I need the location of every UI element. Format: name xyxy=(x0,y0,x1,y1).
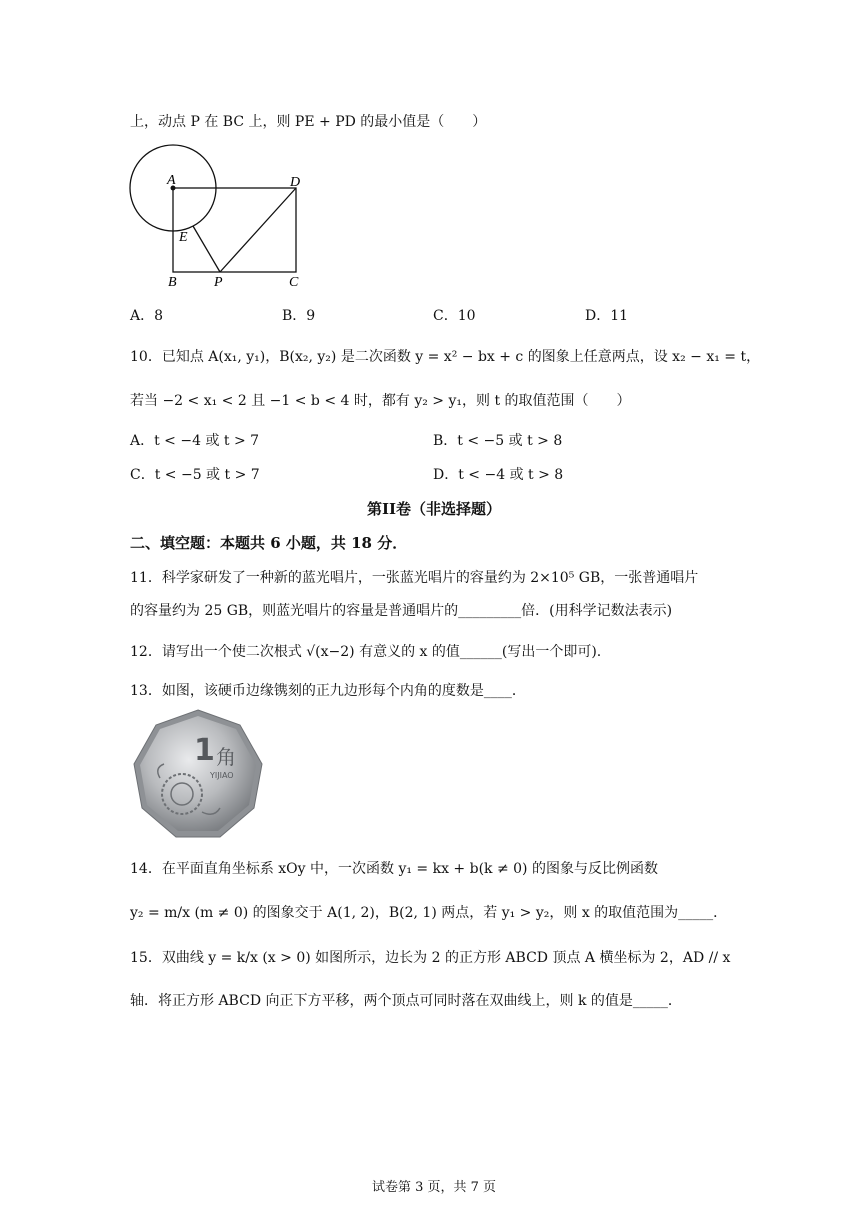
q14-line2: y₂ = m/x (m ≠ 0) 的图象交于 A(1, 2)，B(2, 1) 两点，若 y₁ > y₂，则 x 的取值范围为_____． xyxy=(130,905,728,921)
q11-line2: 的容量约为 25 GB，则蓝光唱片的容量是普通唱片的_________倍．(用科学记数法表示) xyxy=(130,603,673,619)
q14-line1: 14．在平面直角坐标系 xOy 中，一次函数 y₁ = kx + b(k ≠ 0) 的图象与反比例函数 xyxy=(130,861,658,877)
label-e: E xyxy=(179,230,188,245)
label-b: B xyxy=(168,275,177,290)
q10-option-a: A．t < −4 或 t > 7 xyxy=(130,433,260,449)
q9-option-b: B．9 xyxy=(282,308,316,324)
q10-option-d: D．t < −4 或 t > 8 xyxy=(433,467,564,483)
q9-option-d: D．11 xyxy=(585,308,629,324)
label-d: D xyxy=(290,175,301,190)
q10-line1: 10．已知点 A(x₁, y₁)，B(x₂, y₂) 是二次函数 y = x² − bx + c 的图象上任意两点，设 x₂ − x₁ = t， xyxy=(130,349,761,365)
page-footer: 试卷第 3 页，共 7 页 xyxy=(371,1180,497,1195)
q15-line1: 15．双曲线 y = k/x (x > 0) 如图所示，边长为 2 的正方形 ABCD 顶点 A 横坐标为 2，AD // x xyxy=(130,950,731,966)
label-a: A xyxy=(167,173,176,188)
section2-heading: 二、填空题：本题共 6 小题，共 18 分． xyxy=(130,534,408,552)
q10-option-c: C．t < −5 或 t > 7 xyxy=(130,467,260,483)
q9-text: 上，动点 P 在 BC 上，则 PE + PD 的最小值是（ ） xyxy=(130,114,487,130)
segment-pd xyxy=(220,188,296,272)
part2-title: 第II卷（非选择题） xyxy=(366,500,502,518)
label-p: P xyxy=(214,275,223,290)
coin-figure xyxy=(130,708,266,840)
coin-numeral: 1 xyxy=(194,733,215,768)
rectangle-abcd xyxy=(173,188,296,272)
q9-option-c: C．10 xyxy=(433,308,476,324)
q9-option-a: A．8 xyxy=(130,308,164,324)
q10-line2: 若当 −2 < x₁ < 2 且 −1 < b < 4 时，都有 y₂ > y₁，则 t 的取值范围（ ） xyxy=(130,393,631,409)
q15-line2: 轴．将正方形 ABCD 向正下方平移，两个顶点可同时落在双曲线上，则 k 的值是_____． xyxy=(130,993,682,1009)
q12-text: 12．请写出一个使二次根式 √(x−2) 有意义的 x 的值______(写出一个即可). xyxy=(130,644,602,660)
q10-option-b: B．t < −5 或 t > 8 xyxy=(433,433,563,449)
q9-geometry-figure xyxy=(120,140,320,300)
q13-text: 13．如图，该硬币边缘镌刻的正九边形每个内角的度数是____． xyxy=(130,683,526,699)
coin-pinyin: YIJIAO xyxy=(210,771,234,780)
q11-line1: 11．科学家研发了一种新的蓝光唱片，一张蓝光唱片的容量约为 2×10⁵ GB，一张普通唱片 xyxy=(130,570,699,586)
segment-ep xyxy=(193,226,220,272)
coin-char: 角 xyxy=(216,747,236,769)
label-c: C xyxy=(289,275,299,290)
